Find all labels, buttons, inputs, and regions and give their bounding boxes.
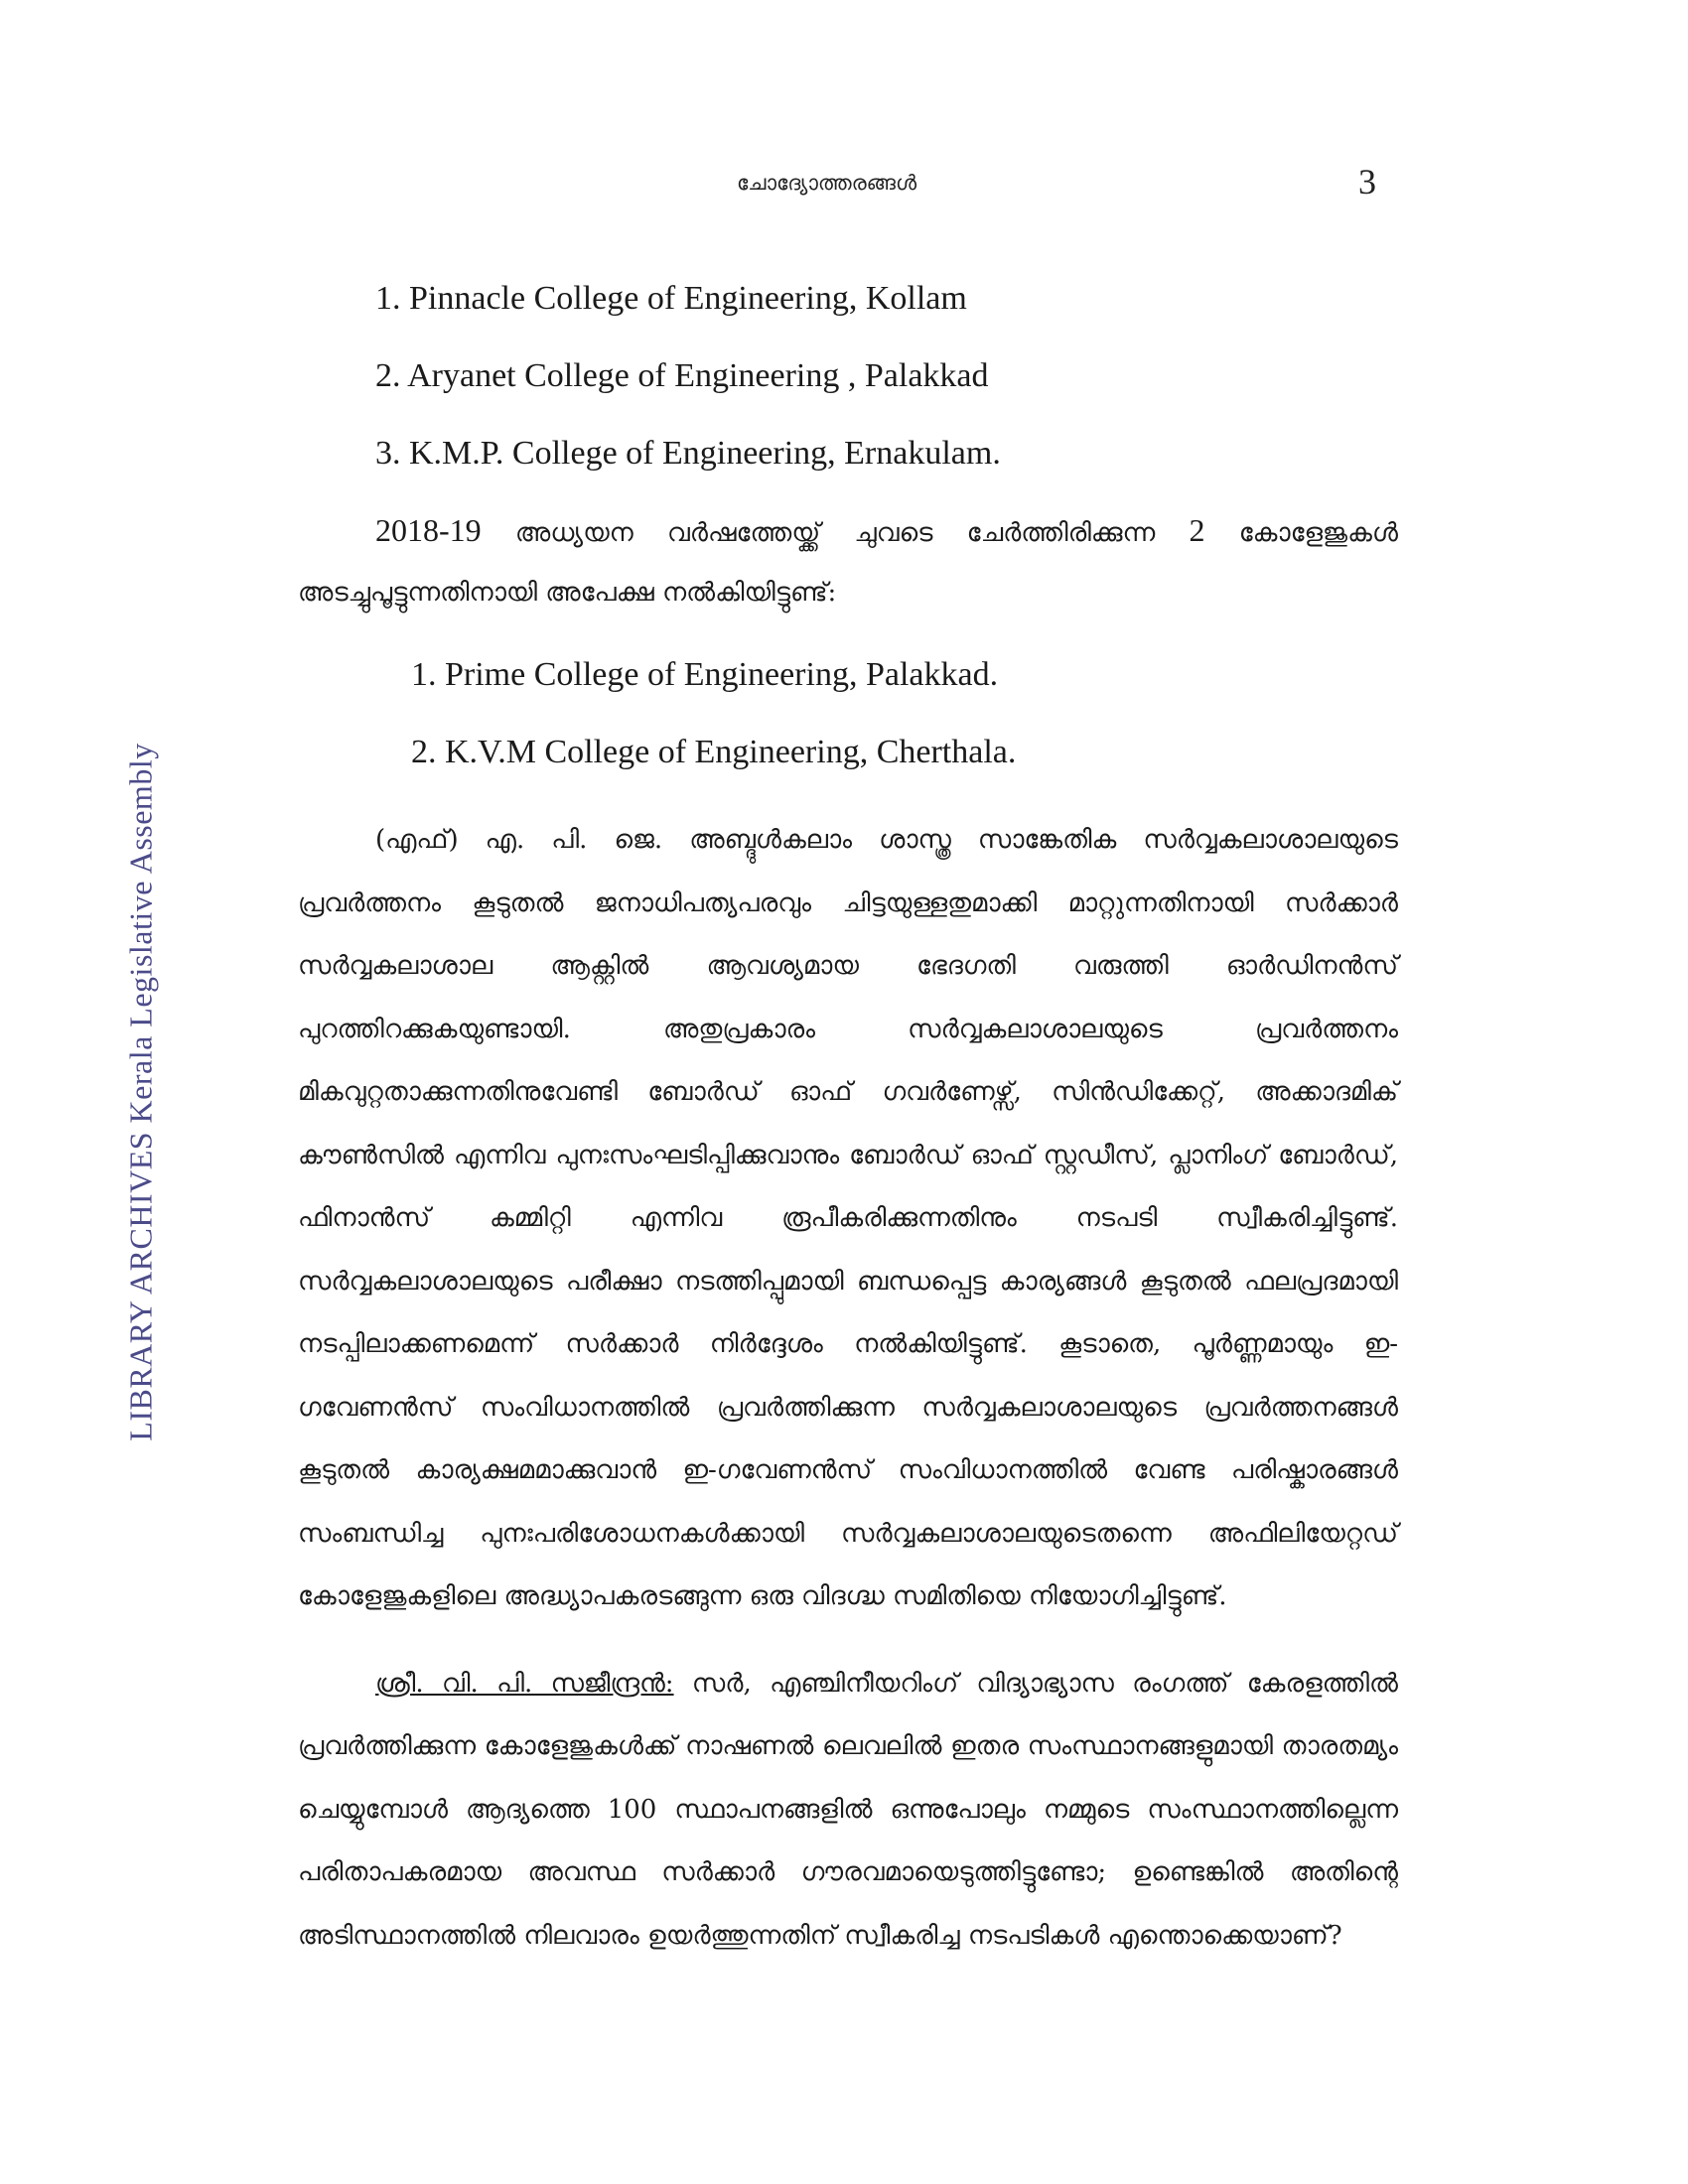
list-item: 2. K.V.M College of Engineering, Cherthala. <box>411 734 1017 770</box>
college-list-a <box>298 266 1398 498</box>
archive-watermark: LIBRARY ARCHIVES Kerala Legislative Assembly <box>122 743 159 1441</box>
running-title: ചോദ്യോത്തരങ്ങൾ <box>737 171 917 195</box>
closure-text-b: കോളേജുകൾ അടച്ചുപൂട്ടുന്നതിനായി അപേക്ഷ നൽകിയിട്ടുണ്ട്: <box>298 518 1399 608</box>
closure-text-a: അധ്യയന വർഷത്തേയ്ക്ക് ചുവടെ ചേർത്തിരിക്കുന്ന <box>514 518 1156 548</box>
list-item: 1. Prime College of Engineering, Palakkad. <box>411 656 999 693</box>
list-item: 1. Pinnacle College of Engineering, Kollam <box>375 280 967 317</box>
list-item: 3. K.M.P. College of Engineering, Ernakulam. <box>375 435 1001 472</box>
answer-paragraph-f: (എഫ്) എ. പി. ജെ. അബ്ദുൾകലാം ശാസ്ത്ര സാങ്കേതിക സർവ്വകലാശാലയുടെ പ്രവർത്തനം കൂടുതൽ ജനാധിപത്യപരവും ചിട്ടയുള്ളതുമാക്കി മാറ്റുന്നതിനായി സർക്കാർ സർവ്വകലാശാല ആക്റ്റിൽ ആവശ്യമായ ഭേദഗതി വരുത്തി ഓർഡിനൻസ് പുറത്തിറക്കുകയുണ്ടായി. അതുപ്രകാരം സർവ്വകലാശാലയുടെ പ്രവർത്തനം മികവുറ്റതാക്കുന്നതിനുവേണ്ടി ബോർഡ് ഓഫ് ഗവർണേഴ്സ്, സിൻഡിക്കേറ്റ്, അക്കാദമിക് കൗൺസിൽ എന്നിവ പുനഃസംഘടിപ്പിക്കുവാനും ബോർഡ് ഓഫ് സ്റ്റഡീസ്, പ്ലാനിംഗ് ബോർഡ്, ഫിനാൻസ് കമ്മിറ്റി എന്നിവ രൂപീകരിക്കുന്നതിനും നടപടി സ്വീകരിച്ചിട്ടുണ്ട്. സർവ്വകലാശാലയുടെ പരീക്ഷാ നടത്തിപ്പുമായി ബന്ധപ്പെട്ട കാര്യങ്ങൾ കൂടുതൽ ഫലപ്രദമായി നടപ്പിലാക്കണമെന്ന് സർക്കാർ നിർദ്ദേശം നൽകിയിട്ടുണ്ട്. കൂടാതെ, പൂർണ്ണമായും ഇ-ഗവേണൻസ് സംവിധാനത്തിൽ പ്രവർത്തിക്കുന്ന സർവ്വകലാശാലയുടെ പ്രവർത്തനങ്ങൾ കൂടുതൽ കാര്യക്ഷമമാക്കുവാൻ ഇ-ഗവേണൻസ് സംവിധാനത്തിൽ വേണ്ട പരിഷ്കാരങ്ങൾ സംബന്ധിച്ച പുനഃപരിശോധനകൾക്കായി സർവ്വകലാശാലയുടെതന്നെ അഫിലിയേറ്റഡ് കോളേജുകളിലെ അദ്ധ്യാപകരടങ്ങുന്ന ഒരു വിദഗ്ദ്ധ സമിതിയെ നിയോഗിച്ചിട്ടുണ്ട്. <box>298 825 1398 1611</box>
page-number: 3 <box>1358 162 1376 202</box>
page-content <box>298 266 1398 1968</box>
speaker-name: ശ്രീ. വി. പി. സജീന്ദ്രൻ: <box>375 1668 674 1699</box>
question-text: സർ, എഞ്ചിനീയറിംഗ് വിദ്യാഭ്യാസ രംഗത്ത് കേരളത്തിൽ പ്രവർത്തിക്കുന്ന കോളേജുകൾക്ക് നാഷണൽ ലെവലിൽ ഇതര സംസ്ഥാനങ്ങളുമായി താരതമ്യം ചെയ്യുമ്പോൾ ആദ്യത്തെ 100 സ്ഥാപനങ്ങളിൽ ഒന്നുപോലും നമ്മുടെ സംസ്ഥാനത്തില്ലെന്ന പരിതാപകരമായ അവസ്ഥ സർക്കാർ ഗൗരവമായെടുത്തിട്ടുണ്ടോ; ഉണ്ടെങ്കിൽ അതിന്റെ അടിസ്ഥാനത്തിൽ നിലവാരം ഉയർത്തുന്നതിന് സ്വീകരിച്ച നടപടികൾ എന്തൊക്കെയാണ്? <box>298 1668 1398 1951</box>
list-item: 2. Aryanet College of Engineering , Palakkad <box>375 357 989 394</box>
college-list-b <box>298 642 1398 797</box>
question-paragraph <box>298 1653 1398 1969</box>
academic-year: 2018-19 <box>375 512 482 548</box>
closure-paragraph <box>298 500 1398 622</box>
college-count: 2 <box>1189 512 1205 548</box>
